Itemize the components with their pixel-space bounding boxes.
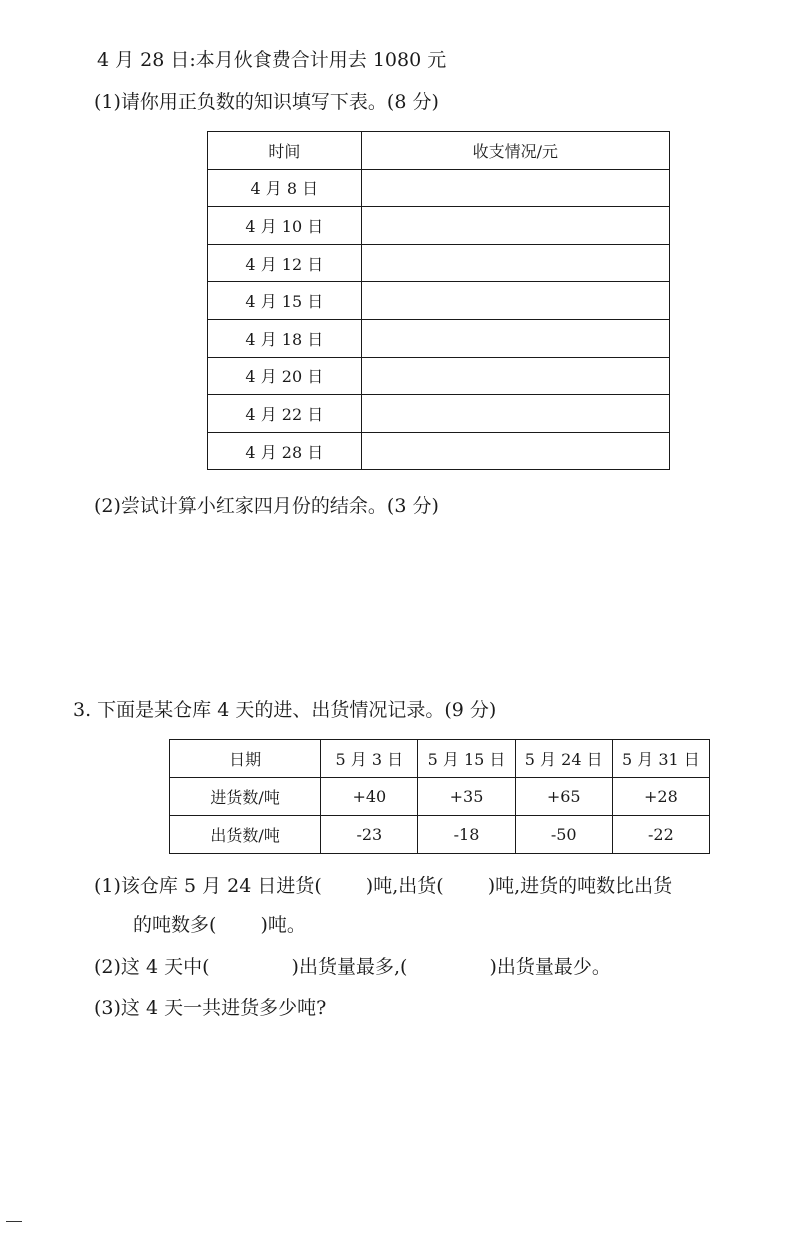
top-line: 4 月 28 日:本月伙食费合计用去 1080 元: [97, 49, 447, 71]
value-cell: +28: [612, 778, 709, 816]
table-row: [208, 207, 670, 245]
table-row: [208, 395, 670, 433]
table-row: [208, 319, 670, 357]
date-header-cell: 5 月 31 日: [612, 740, 709, 778]
value-cell: +65: [515, 778, 612, 816]
row-label-outgoing: 出货数/吨: [170, 816, 321, 854]
date-cell: 4 月 15 日: [208, 282, 362, 320]
amount-cell[interactable]: [361, 319, 669, 357]
date-cell: 4 月 8 日: [208, 169, 362, 207]
date-cell: 4 月 20 日: [208, 357, 362, 395]
problem-3-sub-3: (3)这 4 天一共进货多少吨?: [94, 997, 327, 1019]
row-label-incoming: 进货数/吨: [170, 778, 321, 816]
table-row: [170, 816, 710, 854]
table-row: [208, 244, 670, 282]
date-cell: 4 月 18 日: [208, 319, 362, 357]
table-row: [208, 357, 670, 395]
date-header-cell: 5 月 15 日: [418, 740, 515, 778]
header-date-label: 日期: [170, 740, 321, 778]
amount-cell[interactable]: [361, 169, 669, 207]
date-cell: 4 月 22 日: [208, 395, 362, 433]
problem-3-sub-1-line-2: 的吨数多( )吨。: [133, 914, 306, 936]
table-row: [208, 169, 670, 207]
date-header-cell: 5 月 3 日: [321, 740, 418, 778]
table-header-row: [208, 132, 670, 170]
value-cell: -18: [418, 816, 515, 854]
value-cell: -22: [612, 816, 709, 854]
page-edge-mark: [6, 1221, 22, 1222]
amount-cell[interactable]: [361, 357, 669, 395]
amount-cell[interactable]: [361, 244, 669, 282]
warehouse-record-table: [169, 739, 710, 854]
value-cell: +40: [321, 778, 418, 816]
amount-cell[interactable]: [361, 432, 669, 470]
date-header-cell: 5 月 24 日: [515, 740, 612, 778]
header-time: 时间: [208, 132, 362, 170]
date-cell: 4 月 28 日: [208, 432, 362, 470]
header-amount: 收支情况/元: [361, 132, 669, 170]
question-2-prompt: (2)尝试计算小红家四月份的结余。(3 分): [94, 495, 439, 517]
date-cell: 4 月 10 日: [208, 207, 362, 245]
problem-3-title: 3. 下面是某仓库 4 天的进、出货情况记录。(9 分): [73, 699, 497, 721]
value-cell: +35: [418, 778, 515, 816]
value-cell: -23: [321, 816, 418, 854]
date-cell: 4 月 12 日: [208, 244, 362, 282]
table-header-row: [170, 740, 710, 778]
table-row: [170, 778, 710, 816]
table-row: [208, 432, 670, 470]
value-cell: -50: [515, 816, 612, 854]
amount-cell[interactable]: [361, 207, 669, 245]
income-expense-table: [207, 131, 670, 470]
problem-3-sub-2: (2)这 4 天中( )出货量最多,( )出货量最少。: [94, 956, 611, 978]
amount-cell[interactable]: [361, 395, 669, 433]
problem-3-sub-1-line-1: (1)该仓库 5 月 24 日进货( )吨,出货( )吨,进货的吨数比出货: [94, 875, 673, 897]
question-1-prompt: (1)请你用正负数的知识填写下表。(8 分): [94, 91, 439, 113]
table-row: [208, 282, 670, 320]
amount-cell[interactable]: [361, 282, 669, 320]
